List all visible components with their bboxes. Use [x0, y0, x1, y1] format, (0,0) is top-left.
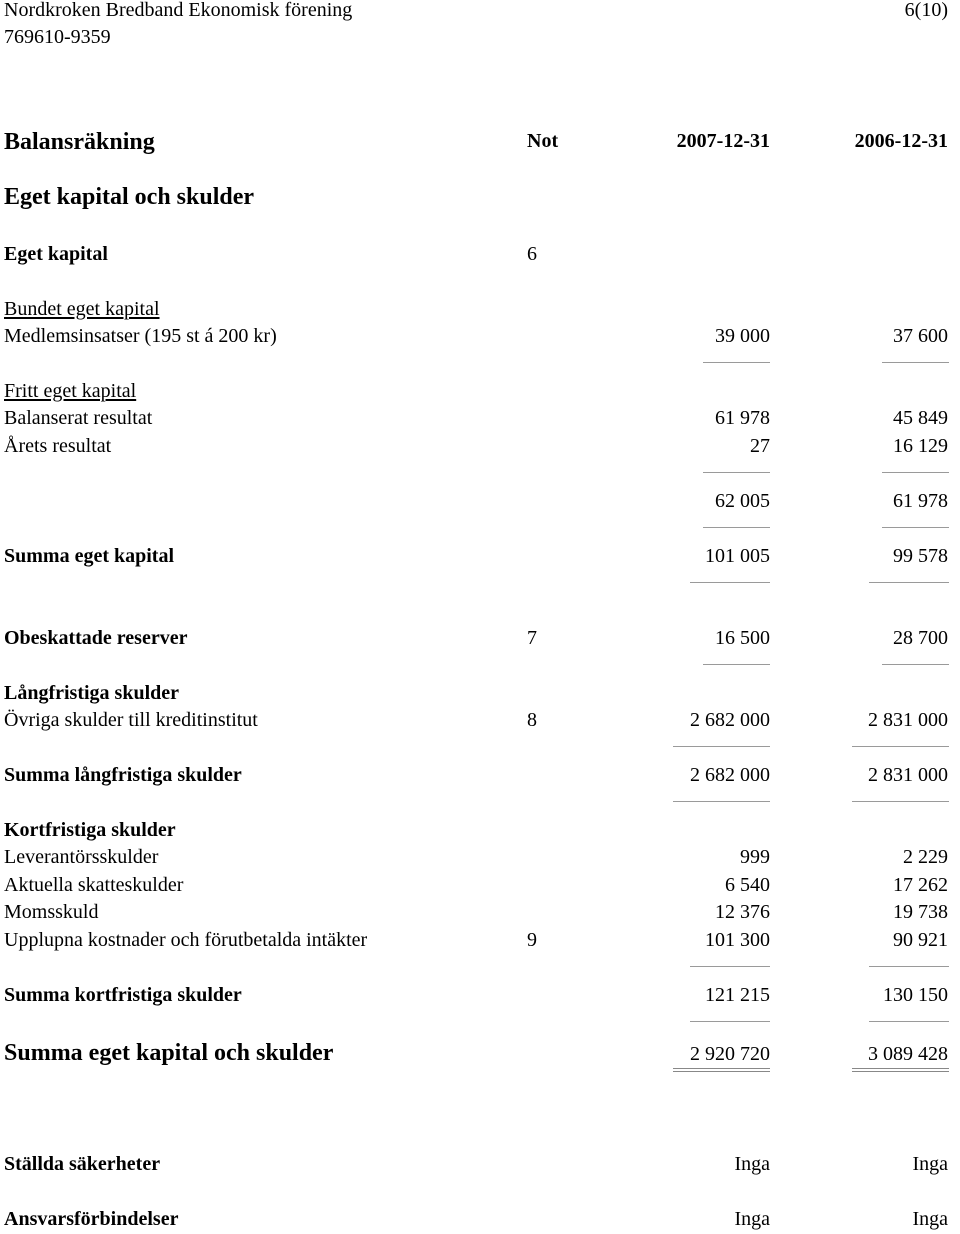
- short-term-liabilities-heading: Kortfristiga skulder: [4, 819, 176, 841]
- credit-institution-label: Övriga skulder till kreditinstitut: [4, 709, 258, 731]
- subtotal-rule: [882, 527, 949, 528]
- section-title: Eget kapital och skulder: [4, 184, 255, 210]
- equity-note: 6: [527, 243, 537, 265]
- pledged-assets-label: Ställda säkerheter: [4, 1153, 161, 1175]
- pledged-assets-previous: Inga: [912, 1153, 948, 1175]
- subtotal-rule: [690, 966, 770, 967]
- accrued-expenses-current: 101 300: [705, 929, 770, 951]
- suppliers-label: Leverantörsskulder: [4, 846, 159, 868]
- grand-total-label: Summa eget kapital och skulder: [4, 1040, 334, 1066]
- grand-total-previous: 3 089 428: [868, 1043, 948, 1065]
- untaxed-reserves-note: 7: [527, 627, 537, 649]
- vat-current: 12 376: [715, 901, 770, 923]
- member-contributions-current: 39 000: [715, 325, 770, 347]
- retained-earnings-current: 61 978: [715, 407, 770, 429]
- free-equity-subtotal-current: 62 005: [715, 490, 770, 512]
- untaxed-reserves-previous: 28 700: [893, 627, 948, 649]
- total-equity-label: Summa eget kapital: [4, 545, 174, 567]
- subtotal-rule: [690, 1021, 770, 1022]
- total-equity-previous: 99 578: [893, 545, 948, 567]
- member-contributions-previous: 37 600: [893, 325, 948, 347]
- total-long-term-previous: 2 831 000: [868, 764, 948, 786]
- long-term-liabilities-heading: Långfristiga skulder: [4, 682, 180, 704]
- total-long-term-label: Summa långfristiga skulder: [4, 764, 242, 786]
- double-total-rule: [852, 1068, 949, 1072]
- subtotal-rule: [673, 801, 770, 802]
- year-result-current: 27: [750, 435, 770, 457]
- subtotal-rule: [703, 472, 770, 473]
- subtotal-rule: [703, 362, 770, 363]
- subtotal-rule: [869, 1021, 949, 1022]
- free-equity-subtotal-previous: 61 978: [893, 490, 948, 512]
- subtotal-rule: [852, 801, 949, 802]
- total-short-term-label: Summa kortfristiga skulder: [4, 984, 242, 1006]
- total-equity-current: 101 005: [705, 545, 770, 567]
- page-number: 6(10): [904, 0, 948, 21]
- year-result-label: Årets resultat: [4, 435, 112, 457]
- member-contributions-label: Medlemsinsatser (195 st á 200 kr): [4, 325, 277, 347]
- total-long-term-current: 2 682 000: [690, 764, 770, 786]
- accrued-expenses-previous: 90 921: [893, 929, 948, 951]
- suppliers-current: 999: [740, 846, 770, 868]
- subtotal-rule: [852, 746, 949, 747]
- credit-institution-previous: 2 831 000: [868, 709, 948, 731]
- subtotal-rule: [882, 472, 949, 473]
- subtotal-rule: [703, 527, 770, 528]
- subtotal-rule: [882, 362, 949, 363]
- total-short-term-current: 121 215: [705, 984, 770, 1006]
- retained-earnings-previous: 45 849: [893, 407, 948, 429]
- column-header-previous-year: 2006-12-31: [854, 130, 948, 152]
- equity-heading: Eget kapital: [4, 243, 108, 265]
- free-equity-heading: Fritt eget kapital: [4, 380, 137, 402]
- credit-institution-current: 2 682 000: [690, 709, 770, 731]
- vat-label: Momsskuld: [4, 901, 99, 923]
- organization-number: 769610-9359: [4, 26, 111, 48]
- vat-previous: 19 738: [893, 901, 948, 923]
- subtotal-rule: [703, 664, 770, 665]
- untaxed-reserves-current: 16 500: [715, 627, 770, 649]
- subtotal-rule: [882, 664, 949, 665]
- retained-earnings-label: Balanserat resultat: [4, 407, 153, 429]
- column-header-note: Not: [527, 130, 559, 152]
- contingent-liabilities-previous: Inga: [912, 1208, 948, 1230]
- double-total-rule: [673, 1068, 770, 1072]
- page-title: Balansräkning: [4, 129, 155, 155]
- accrued-expenses-note: 9: [527, 929, 537, 951]
- tax-liabilities-label: Aktuella skatteskulder: [4, 874, 184, 896]
- untaxed-reserves-label: Obeskattade reserver: [4, 627, 188, 649]
- subtotal-rule: [869, 582, 949, 583]
- year-result-previous: 16 129: [893, 435, 948, 457]
- organization-name: Nordkroken Bredband Ekonomisk förening: [4, 0, 353, 21]
- column-header-current-year: 2007-12-31: [676, 130, 770, 152]
- grand-total-current: 2 920 720: [690, 1043, 770, 1065]
- accrued-expenses-label: Upplupna kostnader och förutbetalda intäkter: [4, 929, 368, 951]
- contingent-liabilities-label: Ansvarsförbindelser: [4, 1208, 179, 1230]
- total-short-term-previous: 130 150: [883, 984, 948, 1006]
- subtotal-rule: [690, 582, 770, 583]
- tax-liabilities-current: 6 540: [725, 874, 770, 896]
- contingent-liabilities-current: Inga: [734, 1208, 770, 1230]
- pledged-assets-current: Inga: [734, 1153, 770, 1175]
- subtotal-rule: [869, 966, 949, 967]
- suppliers-previous: 2 229: [903, 846, 948, 868]
- subtotal-rule: [673, 746, 770, 747]
- restricted-equity-heading: Bundet eget kapital: [4, 298, 160, 320]
- credit-institution-note: 8: [527, 709, 537, 731]
- tax-liabilities-previous: 17 262: [893, 874, 948, 896]
